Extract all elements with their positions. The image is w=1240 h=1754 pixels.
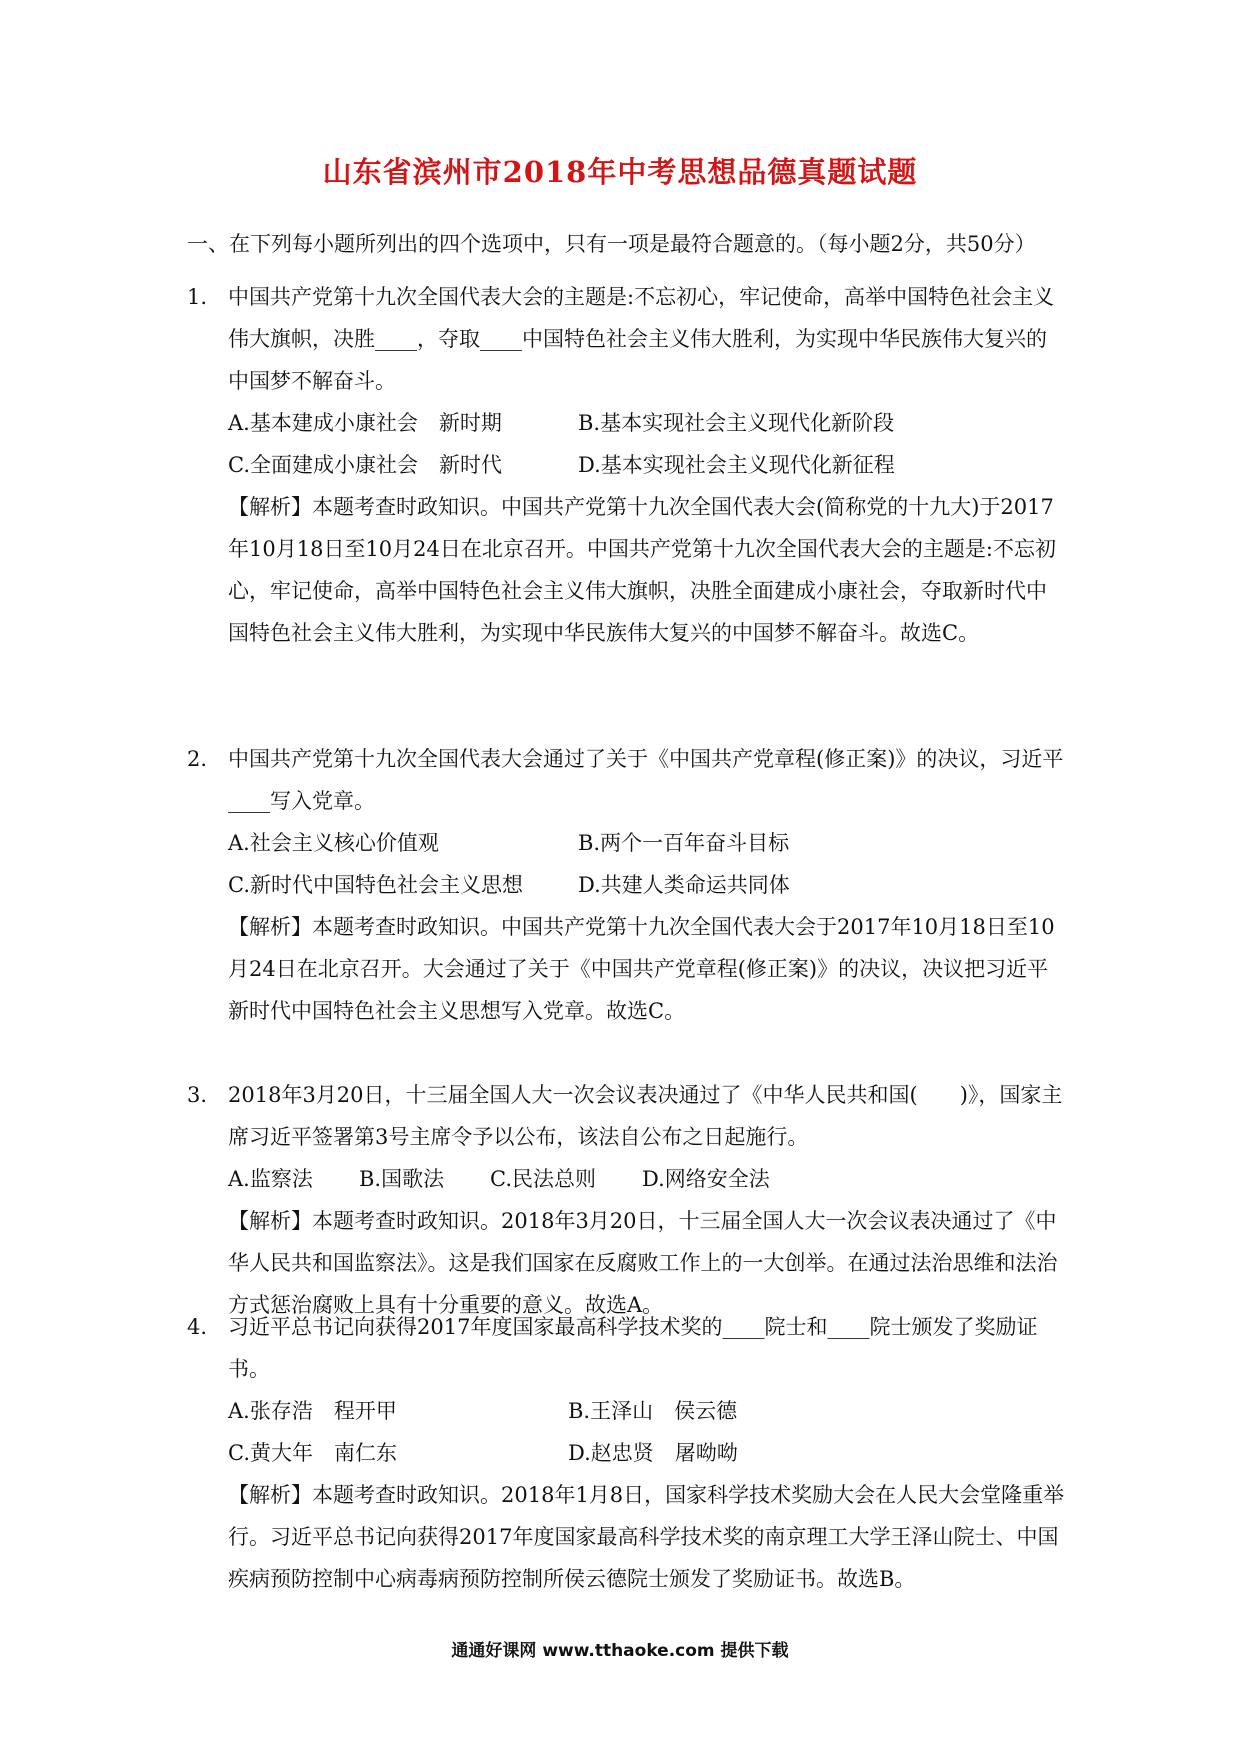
question-number: 4.	[187, 1315, 208, 1339]
page-title: 山东省滨州市2018年中考思想品德真题试题	[322, 155, 918, 189]
question-2	[187, 738, 1067, 1032]
question-options	[228, 402, 1067, 486]
option-a: A.基本建成小康社会 新时期	[228, 411, 502, 435]
analysis-text: 【解析】本题考查时政知识。中国共产党第十九次全国代表大会(简称党的十九大)于2017年10月18日至10月24日在北京召开。中国共产党第十九次全国代表大会的主题是:不忘初心，牢记使命，高举中国特色社会主义伟大旗帜，决胜全面建成小康社会，夺取新时代中国特色社会主义伟大胜利，为实现中华民族伟大复兴的中国梦不解奋斗。故选C。	[228, 495, 1056, 645]
question-number: 2.	[187, 747, 208, 771]
option-c: C.全面建成小康社会 新时代	[228, 453, 502, 477]
option-a: A.监察法	[228, 1167, 313, 1191]
question-number: 3.	[187, 1083, 208, 1107]
question-stem: 中国共产党第十九次全国代表大会通过了关于《中国共产党章程(修正案)》的决议，习近平____写入党章。	[228, 747, 1064, 813]
option-c: C.新时代中国特色社会主义思想	[228, 873, 523, 897]
analysis-text: 【解析】本题考查时政知识。中国共产党第十九次全国代表大会于2017年10月18日至10月24日在北京召开。大会通过了关于《中国共产党章程(修正案)》的决议，决议把习近平新时代中国特色社会主义思想写入党章。故选C。	[228, 915, 1055, 1023]
question-options	[228, 1158, 1067, 1200]
options-row	[228, 444, 1067, 486]
option-a: A.社会主义核心价值观	[228, 831, 439, 855]
options-row	[228, 1432, 1067, 1474]
question-options	[228, 1390, 1067, 1474]
option-b: B.两个一百年奋斗目标	[578, 831, 790, 855]
question-stem: 中国共产党第十九次全国代表大会的主题是:不忘初心，牢记使命，高举中国特色社会主义伟大旗帜，决胜____，夺取____中国特色社会主义伟大胜利，为实现中华民族伟大复兴的中国梦不解奋斗。	[228, 285, 1055, 393]
question-options	[228, 822, 1067, 906]
section-instruction: 一、在下列每小题所列出的四个选项中，只有一项是最符合题意的。（每小题2分，共50分）	[187, 232, 1036, 256]
option-d: D.赵忠贤 屠呦呦	[568, 1441, 738, 1465]
option-c: C.民法总则	[490, 1167, 596, 1191]
option-c: C.黄大年 南仁东	[228, 1441, 397, 1465]
options-row	[228, 402, 1067, 444]
option-b: B.国歌法	[359, 1167, 445, 1191]
option-b: B.基本实现社会主义现代化新阶段	[578, 411, 895, 435]
question-4	[187, 1306, 1067, 1600]
option-d: D.网络安全法	[642, 1167, 770, 1191]
option-a: A.张存浩 程开甲	[228, 1399, 397, 1423]
footer-download-note: 通通好课网 www.tthaoke.com 提供下载	[451, 1641, 789, 1661]
options-row	[228, 1158, 1067, 1200]
question-3	[187, 1074, 1067, 1326]
question-stem: 习近平总书记向获得2017年度国家最高科学技术奖的____院士和____院士颁发了奖励证书。	[228, 1315, 1038, 1381]
analysis-text: 【解析】本题考查时政知识。2018年3月20日，十三届全国人大一次会议表决通过了《中华人民共和国监察法》。这是我们国家在反腐败工作上的一大创举。在通过法治思维和法治方式惩治腐败上具有十分重要的意义。故选A。	[228, 1209, 1058, 1317]
question-1	[187, 276, 1067, 654]
analysis-text: 【解析】本题考查时政知识。2018年1月8日，国家科学技术奖励大会在人民大会堂隆重举行。习近平总书记向获得2017年度国家最高科学技术奖的南京理工大学王泽山院士、中国疾病预防控制中心病毒病预防控制所侯云德院士颁发了奖励证书。故选B。	[228, 1483, 1065, 1591]
option-b: B.王泽山 侯云德	[568, 1399, 738, 1423]
option-d: D.基本实现社会主义现代化新征程	[578, 453, 895, 477]
option-d: D.共建人类命运共同体	[578, 873, 790, 897]
options-row	[228, 822, 1067, 864]
options-row	[228, 1390, 1067, 1432]
question-number: 1.	[187, 285, 208, 309]
question-stem: 2018年3月20日，十三届全国人大一次会议表决通过了《中华人民共和国( )》，国家主席习近平签署第3号主席令予以公布，该法自公布之日起施行。	[228, 1083, 1063, 1149]
options-row	[228, 864, 1067, 906]
